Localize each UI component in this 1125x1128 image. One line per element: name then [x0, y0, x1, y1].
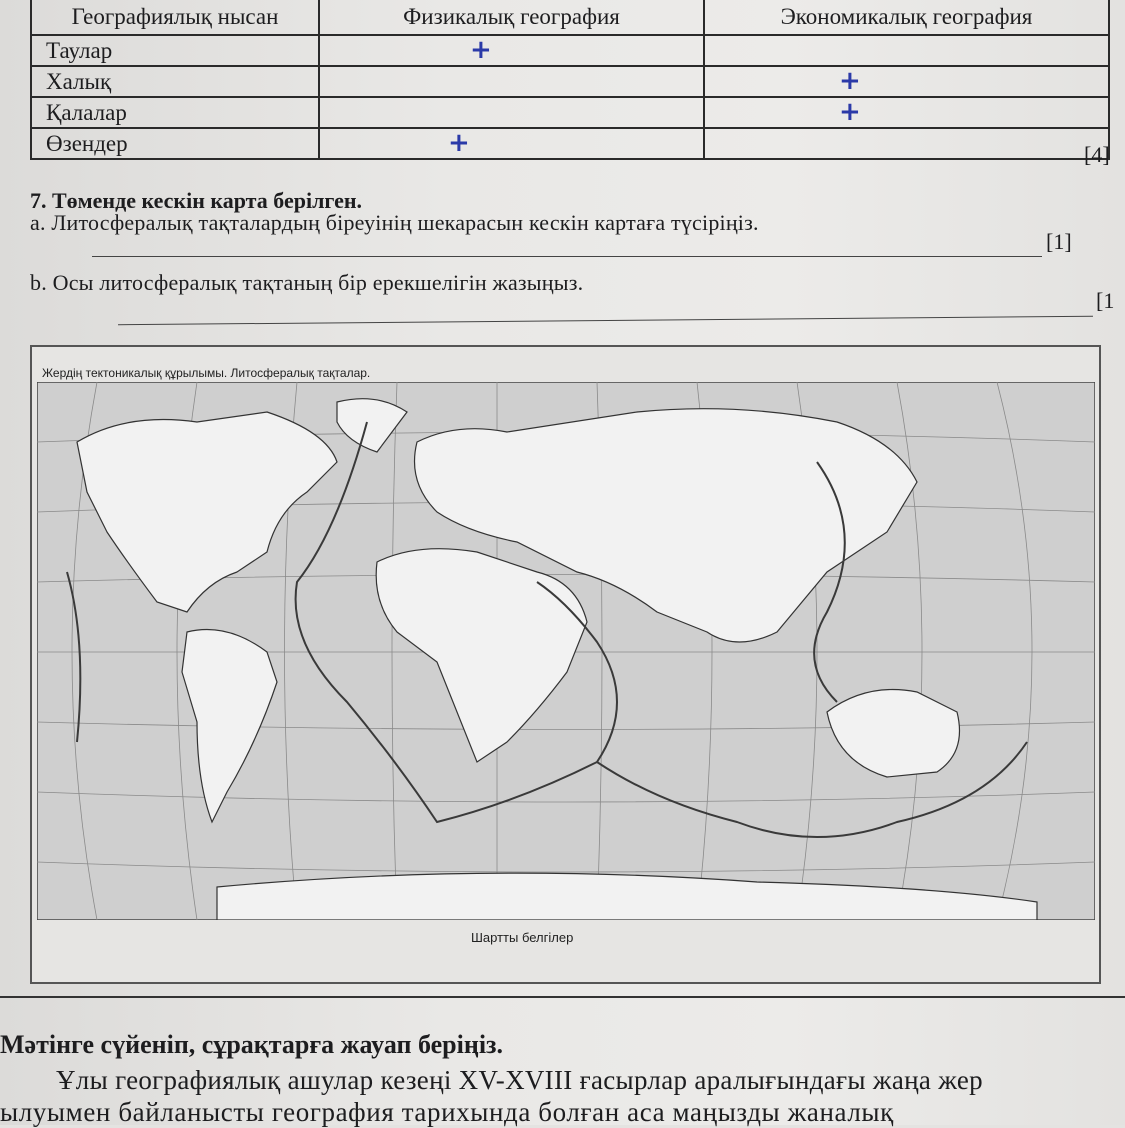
handwritten-plus-mark: + — [448, 128, 470, 158]
table-header-row — [31, 0, 1109, 35]
reading-text-line: ылуымен байланысты география тарихында болған аса маңызды жаналық — [0, 1097, 894, 1127]
economic-cell — [704, 97, 1109, 128]
handwritten-plus-mark: + — [839, 97, 861, 127]
economic-cell — [704, 66, 1109, 97]
answer-line-a[interactable] — [92, 256, 1042, 257]
question-7b-score: [1 — [1096, 288, 1115, 313]
column-header: Физикалық география — [319, 0, 704, 35]
handwritten-plus-mark: + — [470, 35, 492, 65]
question-7-title: 7. Төменде кескін карта берілген. — [30, 188, 363, 213]
table-row — [31, 97, 1109, 128]
question-7b: b. Осы литосфералық тақтаның бір ерекшелігін жазыңыз. — [30, 270, 584, 295]
table-row — [31, 35, 1109, 66]
map-title: Жердің тектоникалық құрылымы. Литосфералық тақталар. — [42, 366, 371, 380]
question-7a-score: [1] — [1046, 229, 1072, 254]
reading-heading: Мәтінге сүйеніп, сұрақтарға жауап беріңіз. — [0, 1030, 504, 1059]
handwritten-plus-mark: + — [839, 66, 861, 96]
table-row — [31, 66, 1109, 97]
physical-cell — [319, 66, 704, 97]
object-cell: Таулар — [31, 35, 319, 66]
table-row — [31, 128, 1109, 159]
physical-cell — [319, 128, 704, 159]
economic-cell — [704, 35, 1109, 66]
map-legend-caption: Шартты белгілер — [471, 930, 574, 945]
reading-text-line: Ұлы географиялық ашулар кезеңі XV-XVIII ғасырлар аралығындағы жаңа жер — [56, 1065, 983, 1095]
question-7a: a. Литосфералық тақталардың біреуінің шекарасын кескін картаға түсіріңіз. — [30, 210, 759, 235]
physical-cell — [319, 35, 704, 66]
object-cell: Қалалар — [31, 97, 319, 128]
table-score: [4] — [1084, 142, 1110, 167]
section-divider — [0, 996, 1125, 998]
physical-cell — [319, 97, 704, 128]
column-header: Экономикалық география — [704, 0, 1109, 35]
tectonic-plates-outline-map[interactable] — [37, 382, 1095, 920]
column-header: Географиялық нысан — [31, 0, 319, 35]
economic-cell — [704, 128, 1109, 159]
object-cell: Өзендер — [31, 128, 319, 159]
geography-objects-table — [30, 0, 1110, 160]
object-cell: Халық — [31, 66, 319, 97]
